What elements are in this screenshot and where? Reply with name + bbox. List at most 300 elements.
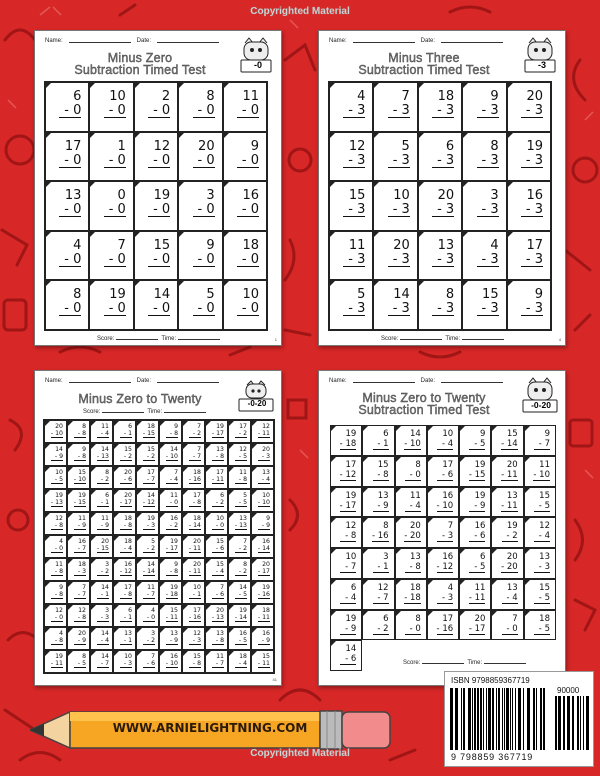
subtrahend: 0 [73, 251, 82, 267]
subtrahend: 3 [445, 301, 455, 317]
subtrahend: 0 [206, 301, 215, 317]
subtrahend: 0 [206, 152, 215, 168]
problem-cell [44, 420, 67, 443]
problem-cell [251, 512, 274, 535]
problem-cell [159, 558, 182, 581]
problem-cell [159, 466, 182, 489]
problem-cell [427, 425, 459, 456]
minuend: 4 [59, 630, 63, 637]
minuend: 20 [193, 538, 201, 545]
problem-cell [228, 558, 251, 581]
minuend: 13 [64, 188, 82, 204]
minuend: 8 [490, 138, 499, 154]
problem-cell [223, 181, 267, 231]
subtrahend: 0 [117, 251, 126, 267]
time-line [462, 335, 504, 340]
problem-cell [329, 181, 373, 231]
minuend: 11 [410, 490, 421, 501]
subtrahend-row: - 7 [373, 594, 389, 604]
minuend: 11 [539, 459, 550, 470]
minuend: 14 [153, 287, 171, 303]
subtrahend-row: - 6 [469, 532, 485, 542]
subtrahend-row: - 1 [373, 563, 389, 573]
problem-cell [90, 604, 113, 627]
minuend: 2 [161, 89, 171, 104]
subtrahend-row: - 8 [166, 430, 178, 438]
minuend: 13 [437, 237, 455, 253]
subtrahend: 2 [197, 430, 201, 437]
minuend: 18 [124, 538, 132, 545]
problem-cell [178, 280, 222, 330]
subtrahend: 8 [82, 614, 86, 621]
barcode-box [444, 671, 594, 767]
subtrahend: 1 [383, 562, 389, 572]
subtrahend: 10 [442, 500, 454, 511]
subtrahend: 3 [445, 152, 455, 168]
subtrahend-row: - 13 [234, 522, 247, 529]
problem-cell [362, 548, 394, 579]
copyright-bottom: Copyrighted Material [250, 748, 350, 759]
problem-cell [205, 627, 228, 650]
subtrahend: 4 [128, 545, 132, 552]
problem-cell [228, 420, 251, 443]
subtrahend-row: - 5 [534, 502, 550, 512]
minuend: 15 [153, 237, 171, 253]
subtrahend-row: - 11 [257, 430, 270, 437]
subtrahend-row: - 0 [193, 104, 215, 118]
problem-cell [330, 425, 362, 456]
subtrahend: 0 [117, 152, 126, 168]
problem-cell [67, 650, 90, 673]
subtrahend-row: - 7 [340, 563, 356, 573]
subtrahend-row: - 2 [373, 625, 389, 635]
subtrahend: 8 [243, 476, 247, 483]
problem-cell [159, 627, 182, 650]
subtrahend: 3 [401, 152, 410, 168]
subtrahend-row: - 11 [468, 592, 486, 603]
subtrahend: 2 [243, 430, 247, 437]
time-label: Time: [467, 660, 483, 666]
subtrahend-row: - 0 [237, 253, 259, 267]
minuend: 20 [78, 630, 86, 637]
subtrahend: 0 [161, 251, 171, 267]
subtrahend: 3 [197, 637, 201, 644]
subtrahend-row: - 0 [148, 203, 170, 217]
subtrahend-row: - 16 [257, 591, 270, 598]
problem-cell [67, 443, 90, 466]
subtrahend-row: - 3 [97, 614, 109, 622]
subtrahend-row: - 13 [211, 614, 224, 621]
minuend: 13 [506, 490, 518, 501]
problem-cell [90, 581, 113, 604]
minuend: 20 [262, 446, 270, 453]
problem-cell [136, 466, 159, 489]
minuend: 20 [506, 459, 518, 470]
subtrahend: 17 [170, 545, 178, 552]
subtrahend-row: - 0 [51, 614, 63, 622]
subtrahend: 11 [506, 500, 518, 511]
minuend: 19 [345, 490, 357, 501]
problem-cell [491, 487, 523, 518]
problem-cell [362, 610, 394, 641]
problem-cell [251, 420, 274, 443]
worksheet-title [329, 392, 519, 416]
subtrahend-row: - 2 [97, 476, 109, 484]
subtrahend: 4 [105, 637, 109, 644]
problem-cell [524, 425, 556, 456]
problem-cell [90, 466, 113, 489]
subtrahend-row: - 0 [59, 104, 81, 118]
minuend: 3 [383, 552, 389, 562]
subtrahend-row: - 0 [59, 154, 81, 168]
name-line [353, 38, 415, 43]
subtrahend-row: - 11 [165, 614, 178, 621]
subtrahend: 12 [442, 562, 454, 572]
score-line [422, 659, 464, 664]
problem-cell [136, 581, 159, 604]
subtrahend: 2 [151, 545, 155, 552]
subtrahend: 5 [59, 476, 63, 483]
subtrahend-row: - 0 [143, 614, 155, 622]
score-time-header [83, 408, 206, 415]
subtrahend: 1 [383, 439, 389, 449]
subtrahend: 6 [480, 531, 486, 542]
isbn-label: ISBN 9798859367719 [451, 676, 530, 685]
subtrahend-row: - 3 [477, 302, 499, 316]
minuend: 8 [243, 561, 247, 568]
problem-cell [362, 487, 394, 518]
problem-cell [507, 280, 551, 330]
subtrahend-row: - 3 [432, 154, 454, 168]
subtrahend: 2 [174, 522, 178, 529]
problem-cell [459, 487, 491, 518]
problem-cell [373, 280, 417, 330]
problem-cell [134, 82, 178, 132]
score-time-footer [97, 335, 220, 342]
minuend: 12 [539, 521, 550, 532]
problem-cell [251, 466, 274, 489]
subtrahend: 14 [147, 568, 155, 575]
subtrahend: 11 [506, 469, 518, 480]
subtrahend: 10 [262, 499, 270, 506]
minuend: 15 [377, 459, 389, 470]
subtrahend: 0 [59, 614, 63, 621]
subtrahend-row: - 7 [143, 591, 155, 599]
minuend: 9 [544, 429, 550, 439]
subtrahend-row: - 11 [50, 660, 63, 667]
subtrahend-row: - 1 [120, 430, 132, 438]
minuend: 13 [506, 582, 518, 593]
subtrahend-row: - 3 [343, 253, 365, 267]
subtrahend-row: - 0 [148, 302, 170, 316]
subtrahend: 8 [220, 637, 224, 644]
subtrahend-row: - 9 [469, 502, 485, 512]
minuend: 6 [220, 492, 224, 499]
isbn-barcode [450, 688, 550, 750]
minuend: 13 [262, 469, 270, 476]
minuend: 0 [117, 188, 126, 204]
subtrahend-row: - 8 [235, 476, 247, 484]
subtrahend-row: - 6 [212, 591, 224, 599]
minuend: 9 [82, 446, 86, 453]
subtrahend-row: - 10 [436, 500, 454, 511]
minuend: 15 [216, 561, 224, 568]
minuend: 9 [206, 237, 215, 253]
subtrahend: 0 [250, 103, 259, 118]
problem-cell [491, 548, 523, 579]
score-label: Score: [97, 336, 115, 342]
subtrahend-row: - 10 [165, 453, 178, 460]
subtrahend: 0 [174, 499, 178, 506]
subtrahend-row: - 11 [501, 469, 518, 480]
problem-cell [205, 650, 228, 673]
subtrahend: 4 [415, 500, 421, 511]
subtrahend: 0 [59, 545, 63, 552]
minuend: 17 [442, 459, 454, 470]
name-line [353, 378, 415, 383]
minuend: 18 [242, 237, 259, 253]
minuend: 14 [55, 446, 63, 453]
subtrahend-row: - 8 [74, 430, 86, 438]
subtrahend: 5 [480, 562, 486, 572]
minuend: 6 [383, 429, 389, 439]
minuend: 17 [193, 492, 201, 499]
minuend: 7 [243, 538, 247, 545]
subtrahend-row: - 7 [534, 440, 550, 450]
subtrahend: 0 [117, 202, 126, 218]
problem-cell [228, 512, 251, 535]
minuend: 17 [239, 423, 247, 430]
subtrahend: 3 [401, 301, 410, 317]
minuend: 10 [345, 552, 357, 562]
date-line [157, 38, 219, 43]
subtrahend-row: - 3 [437, 532, 453, 542]
subtrahend-row: - 0 [59, 302, 81, 316]
score-label: Score: [83, 409, 101, 415]
minuend: 6 [128, 423, 132, 430]
subtrahend: 17 [474, 623, 486, 634]
minuend: 9 [266, 515, 270, 522]
subtrahend: 7 [350, 562, 357, 572]
problem-cell [89, 132, 133, 182]
subtrahend-row: - 0 [104, 154, 126, 168]
subtrahend: 0 [220, 522, 224, 529]
subtrahend-row: - 5 [235, 453, 247, 461]
subtrahend: 0 [117, 301, 126, 317]
minuend: 3 [105, 607, 109, 614]
mascot-badge [521, 37, 559, 73]
subtrahend: 11 [262, 430, 270, 437]
subtrahend: 0 [161, 301, 171, 317]
minuend: 10 [193, 584, 201, 591]
subtrahend-row: - 10 [50, 430, 63, 437]
minuend: 7 [197, 423, 201, 430]
subtrahend: 0 [73, 301, 82, 317]
subtrahend-row: - 15 [96, 545, 109, 552]
subtrahend: 5 [243, 453, 247, 460]
subtrahend: 4 [266, 476, 270, 483]
problem-cell [178, 82, 222, 132]
minuend: 14 [147, 492, 155, 499]
problem-cell [373, 181, 417, 231]
minuend: 11 [101, 423, 109, 430]
worksheet-title [329, 52, 519, 76]
subtrahend-row: - 18 [404, 592, 421, 603]
subtrahend: 3 [490, 301, 499, 317]
problem-cell [45, 280, 89, 330]
minuend: 15 [124, 446, 132, 453]
subtrahend: 3 [266, 453, 270, 460]
minuend: 8 [415, 459, 421, 470]
problem-cell [44, 581, 67, 604]
subtrahend-row: - 17 [257, 568, 270, 575]
subtrahend: 2 [128, 453, 132, 460]
problem-cell [136, 420, 159, 443]
subtrahend: 10 [170, 660, 178, 667]
subtrahend: 2 [105, 568, 109, 575]
minuend: 6 [383, 613, 389, 624]
badge-label: -0-20 [247, 399, 267, 408]
minuend: 18 [124, 515, 132, 522]
minuend: 11 [239, 469, 247, 476]
subtrahend-row: - 3 [432, 253, 454, 267]
subtrahend: 16 [262, 591, 270, 598]
subtrahend: 4 [243, 660, 247, 667]
subtrahend-row: - 12 [142, 499, 155, 506]
minuend: 19 [345, 429, 357, 439]
subtrahend: 11 [55, 660, 63, 667]
subtrahend: 3 [447, 592, 454, 603]
subtrahend-row: - 4 [340, 594, 356, 604]
subtrahend: 8 [128, 522, 132, 529]
subtrahend-row: - 11 [188, 568, 201, 575]
problem-cell [228, 489, 251, 512]
problem-cell [159, 604, 182, 627]
problem-cell [418, 280, 462, 330]
subtrahend-row: - 10 [257, 499, 270, 506]
minuend: 19 [78, 492, 86, 499]
subtrahend-row: - 9 [166, 637, 178, 645]
subtrahend-row: - 3 [521, 104, 543, 118]
subtrahend: 6 [220, 591, 224, 598]
subtrahend-row: - 2 [143, 545, 155, 553]
subtrahend-row: - 2 [189, 430, 201, 438]
minuend: 20 [474, 613, 486, 624]
subtrahend: 15 [474, 469, 486, 480]
subtrahend: 11 [193, 568, 201, 575]
minuend: 14 [101, 446, 109, 453]
subtrahend-row: - 3 [477, 203, 499, 217]
subtrahend: 6 [447, 469, 454, 480]
problem-cell [159, 581, 182, 604]
subtrahend-row: - 3 [388, 104, 410, 118]
time-line [178, 335, 220, 340]
minuend: 17 [526, 237, 543, 253]
subtrahend-row: - 0 [212, 522, 224, 530]
mascot-badge [237, 379, 275, 415]
subtrahend: 8 [59, 637, 63, 644]
website-url[interactable]: WWW.ARNIELIGHTNING.COM [112, 721, 308, 735]
problem-cell [67, 627, 90, 650]
problem-cell [178, 231, 222, 281]
problem-cell [89, 231, 133, 281]
problem-cell [44, 627, 67, 650]
problem-cell [427, 517, 459, 548]
subtrahend-row: - 4 [534, 532, 550, 542]
minuend: 10 [442, 429, 454, 439]
minuend: 20 [262, 561, 270, 568]
problem-cell [228, 604, 251, 627]
problem-cell [373, 82, 417, 132]
subtrahend-row: - 8 [212, 453, 224, 461]
subtrahend: 14 [262, 545, 270, 552]
minuend: 4 [73, 237, 82, 253]
date-label: Date: [136, 38, 152, 44]
subtrahend-row: - 17 [468, 623, 486, 634]
minuend: 8 [82, 653, 86, 660]
minuend: 19 [170, 538, 178, 545]
subtrahend: 3 [128, 660, 132, 667]
subtrahend: 17 [124, 499, 132, 506]
problem-cell [89, 280, 133, 330]
subtrahend: 9 [59, 453, 63, 460]
subtrahend-row: - 5 [51, 476, 63, 484]
subtrahend: 0 [250, 152, 259, 168]
subtrahend-row: - 1 [120, 614, 132, 622]
subtrahend-row: - 8 [189, 660, 201, 668]
problem-cell [373, 231, 417, 281]
minuend: 18 [437, 89, 455, 104]
minuend: 12 [193, 630, 201, 637]
minuend: 15 [539, 490, 550, 501]
problem-cell [418, 181, 462, 231]
subtrahend: 15 [101, 545, 109, 552]
minuend: 11 [55, 561, 63, 568]
minuend: 12 [345, 521, 357, 532]
subtrahend: 0 [250, 301, 259, 317]
problem-cell [136, 627, 159, 650]
subtrahend: 3 [447, 531, 454, 542]
subtrahend-row: - 15 [73, 499, 86, 506]
problem-cell [507, 231, 551, 281]
subtrahend-row: - 6 [212, 545, 224, 553]
problem-cell [459, 579, 491, 610]
subtrahend-row: - 3 [388, 302, 410, 316]
minuend: 19 [153, 188, 171, 204]
problem-cell [362, 517, 394, 548]
problem-cell [223, 280, 267, 330]
minuend: 11 [242, 89, 259, 104]
problem-cell [228, 627, 251, 650]
minuend: 9 [534, 287, 543, 303]
problem-cell [182, 535, 205, 558]
subtrahend-row: - 0 [148, 154, 170, 168]
subtrahend-row: - 8 [405, 563, 421, 573]
subtrahend: 16 [377, 531, 389, 542]
minuend: 9 [490, 89, 499, 104]
problem-cell [134, 132, 178, 182]
subtrahend: 17 [216, 430, 224, 437]
minuend: 15 [170, 607, 178, 614]
subtrahend: 7 [151, 476, 155, 483]
problem-cell [459, 517, 491, 548]
problem-cell [136, 443, 159, 466]
subtrahend-row: - 9 [258, 637, 270, 645]
subtrahend: 0 [117, 103, 126, 118]
subtrahend: 6 [151, 660, 155, 667]
subtrahend-row: - 8 [74, 614, 86, 622]
minuend: 9 [480, 429, 486, 439]
